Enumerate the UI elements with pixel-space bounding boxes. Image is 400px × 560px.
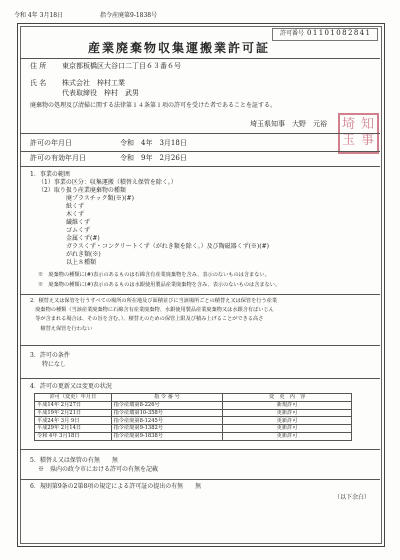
waste-type: ゴムくず: [66, 227, 91, 234]
section1-heading: 1．事業の範囲: [30, 171, 70, 178]
waste-type: 以上８種類: [66, 259, 97, 266]
section2-line: 廃棄物の種類（当該産業廃棄物に石綿含有産業廃棄物、水銀使用製品産業廃棄物又は水銀含有ばいじん: [30, 307, 274, 313]
waste-type: 廃プラスチック類(※)(#): [66, 195, 134, 202]
waste-type: 木くず: [66, 211, 85, 218]
issuer-divider: [20, 133, 380, 134]
section1-item: （2）取り扱う産業廃棄物の種類: [38, 187, 126, 194]
issuer-name: 埼玉県知事 大野 元裕: [250, 120, 327, 128]
table-cell: 平成19年 2月21日: [35, 409, 112, 417]
table-cell: 令和 4年 3月18日: [35, 432, 112, 440]
table-cell: 平成29年 2月14日: [35, 425, 112, 433]
table-cell: 指令産廃第9-1838号: [111, 432, 223, 440]
certification-statement: 廃棄物の処理及び清掃に関する法律第１４条第１項の許可を受けた者であることを証する。: [30, 102, 277, 109]
section6-text: 6．規則第9条の2第8項の規定による許可証の提出の有無 無: [30, 483, 202, 490]
dates-divider-2: [20, 166, 380, 167]
seal-char: 玉: [342, 133, 356, 148]
table-row: [35, 417, 352, 425]
table-cell: 新規許可: [223, 401, 352, 409]
issued-date-value: 令和 4年 3月18日: [120, 139, 187, 147]
name-label: 氏 名: [30, 79, 47, 87]
waste-type: 繊維くず: [66, 219, 91, 226]
section2-line: 2．積替え又は保管を行うすべての場所の所在地及び面積並びに当該場所ごとの積替え又は保管を行う産業: [30, 298, 278, 304]
history-table-header: [35, 394, 352, 402]
column-header: 変 更 内 容: [223, 394, 352, 402]
table-row: [35, 432, 352, 440]
table-cell: 更新許可: [223, 417, 352, 425]
company-name: 株式会社 梓村工業: [62, 79, 125, 87]
waste-type: 紙くず: [66, 203, 85, 210]
representative-name: 代表取締役 梓村 武男: [62, 89, 139, 97]
table-row: [35, 409, 352, 417]
expiry-date-label: 許可の有効年月日: [30, 154, 86, 162]
section1-item: （1）事業の区分：収集運搬（積替え保管を除く。）: [38, 179, 177, 186]
section5-heading: 5．積替え又は保管の有無 無: [30, 457, 118, 464]
table-row: [35, 425, 352, 433]
closing-note: （以下余白）: [334, 494, 371, 501]
section1-note: ※ 廃棄物の種類に(#)表示のあるものは水銀使用製品産業廃棄物を含み、表示のないものは含まない。: [38, 282, 281, 288]
table-cell: 指令産廃第9-1382号: [111, 425, 223, 433]
section1-divider: [20, 294, 380, 295]
expiry-date-value: 令和 9年 2月26日: [120, 154, 187, 162]
section5-divider: [20, 479, 380, 480]
table-cell: 指令産環第10-358号: [111, 409, 223, 417]
dates-divider-1: [20, 151, 380, 152]
section2-divider: [20, 345, 380, 346]
table-cell: 指令産廃第8-1245号: [111, 417, 223, 425]
section4-divider: [20, 449, 380, 450]
permit-title: 産業廃棄物収集運搬業許可証: [88, 41, 271, 55]
issued-date-label: 許可の年月日: [30, 139, 72, 147]
table-row: [35, 401, 352, 409]
waste-type: 金属くず(#): [66, 235, 100, 242]
table-cell: 更新許可: [223, 432, 352, 440]
section5-text: ※ 県内の政令市における許可の有無を記載: [38, 466, 159, 473]
section3-divider: [20, 378, 380, 379]
section4-heading: 4．許可の更新又は変更の状況: [30, 383, 112, 390]
waste-type: がれき類(※): [66, 251, 101, 258]
section2-line: 積替え保管を行わない: [30, 326, 93, 332]
seal-char: 事: [361, 133, 375, 148]
history-table: [34, 393, 352, 441]
section3-text: 特になし: [42, 361, 67, 368]
permit-number-value: 01101082841: [307, 29, 372, 37]
table-cell: 更新許可: [223, 425, 352, 433]
column-header: 許可（変更）年月日: [35, 394, 112, 402]
section3-heading: 3．許可の条件: [30, 352, 70, 359]
seal-char: 埼: [342, 117, 356, 132]
table-cell: 平成14年 2月27日: [35, 401, 112, 409]
table-cell: 平成24年 3月 9日: [35, 417, 112, 425]
waste-type: ガラスくず・コンクリートくず（がれき類を除く。）及び陶磁器くず(※)(#): [66, 243, 269, 250]
column-header: 指 令 番 号: [111, 394, 223, 402]
section1-note: ※ 廃棄物の種類に(#)表示のあるものは石綿含有産業廃棄物を含み、表示のないものは含まない。: [38, 272, 270, 278]
header-date: 令和 4年 3月18日: [14, 12, 64, 19]
table-cell: 更新許可: [223, 409, 352, 417]
header-doc-number: 指令産廃第9-1838号: [100, 12, 158, 19]
permit-number-label: 許可番号: [280, 30, 305, 37]
table-cell: 指令産環第8-226号: [111, 401, 223, 409]
address-value: 東京都板橋区大谷口二丁目６３番６号: [62, 62, 181, 70]
title-divider: [20, 58, 380, 59]
seal-char: 知: [361, 117, 375, 132]
section2-line: 等が含まれる場合は、その旨を含む。）、積替えのための保管上限及び積み上げることができる高さ: [30, 316, 264, 322]
address-label: 住 所: [30, 62, 47, 70]
